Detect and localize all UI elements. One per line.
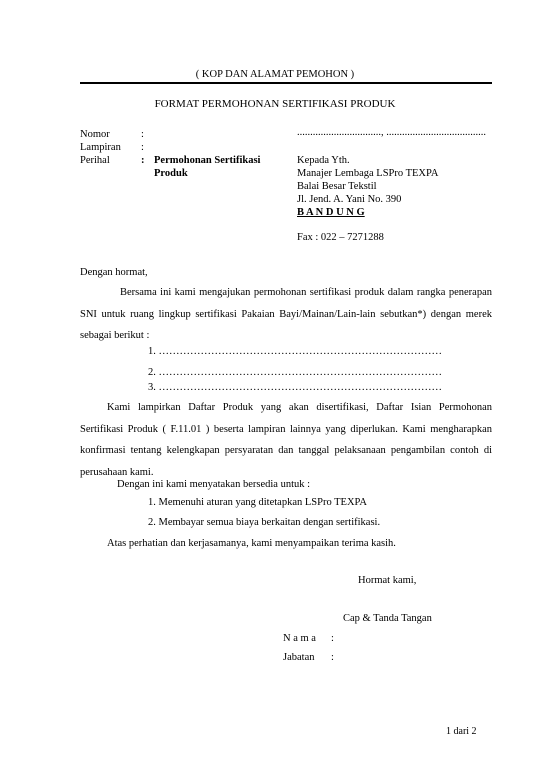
perihal-colon: : (141, 155, 145, 166)
recipient-greeting: Kepada Yth. (297, 155, 350, 166)
position-label: Jabatan (283, 652, 315, 663)
recipient-fax: Fax : 022 – 7271288 (297, 232, 384, 243)
paragraph-closing: Atas perhatian dan kerjasamanya, kami menyampaikan terima kasih. (107, 538, 396, 549)
statement-item-1: 1. Memenuhi aturan yang ditetapkan LSPro TEXPA (148, 497, 368, 508)
lampiran-colon: : (141, 142, 144, 153)
lampiran-label: Lampiran (80, 142, 121, 153)
document-title: FORMAT PERMOHONAN SERTIFIKASI PRODUK (154, 98, 396, 110)
recipient-city: B A N D U N G (297, 207, 365, 218)
stamp-signature-label: Cap & Tanda Tangan (343, 613, 432, 624)
paragraph-attachments: Kami lampirkan Daftar Produk yang akan disertifikasi, Daftar Isian Permohonan Sertifikasi Produk ( F.11.01 ) beserta lampiran lainnya yang diperlukan. Kami mengharapkan konfirmasi tentang kelengkapan persyaratan dan tanggal pelaksanaan pengambilan contoh di perusahaan kami. (80, 402, 492, 478)
recipient-institution: Balai Besar Tekstil (297, 181, 377, 192)
brand-item-1: 1. ……………………………………………………………………… (148, 346, 442, 357)
page-number: 1 dari 2 (446, 726, 477, 737)
perihal-label: Perihal (80, 155, 110, 166)
recipient-address: Jl. Jend. A. Yani No. 390 (297, 194, 402, 205)
date-place-line: ................................, ...................................... (297, 127, 486, 138)
position-colon: : (331, 652, 334, 663)
recipient-title: Manajer Lembaga LSPro TEXPA (297, 168, 439, 179)
perihal-value-line2: Produk (154, 168, 188, 179)
nomor-label: Nomor (80, 129, 110, 140)
brand-item-3: 3. ……………………………………………………………………… (148, 382, 442, 393)
nomor-colon: : (141, 129, 144, 140)
brand-item-2: 2. ……………………………………………………………………… (148, 367, 442, 378)
statement-item-2: 2. Membayar semua biaya berkaitan dengan sertifikasi. (148, 517, 381, 528)
salutation: Dengan hormat, (80, 267, 148, 278)
letterhead-divider (80, 82, 492, 84)
closing-greeting: Hormat kami, (358, 575, 417, 586)
paragraph-intro: Bersama ini kami mengajukan permohonan sertifikasi produk dalam rangka penerapan SNI untuk ruang lingkup sertifikasi Pakaian Bayi/Mainan/Lain-lain sebutkan*) dengan merek sebagai berikut : (80, 287, 492, 341)
perihal-value-line1: Permohonan Sertifikasi (154, 155, 261, 166)
letterhead-placeholder: ( KOP DAN ALAMAT PEMOHON ) (195, 69, 355, 80)
name-colon: : (331, 633, 334, 644)
paragraph-statement: Dengan ini kami menyatakan bersedia untuk : (117, 479, 311, 490)
name-label: N a m a (283, 633, 316, 644)
